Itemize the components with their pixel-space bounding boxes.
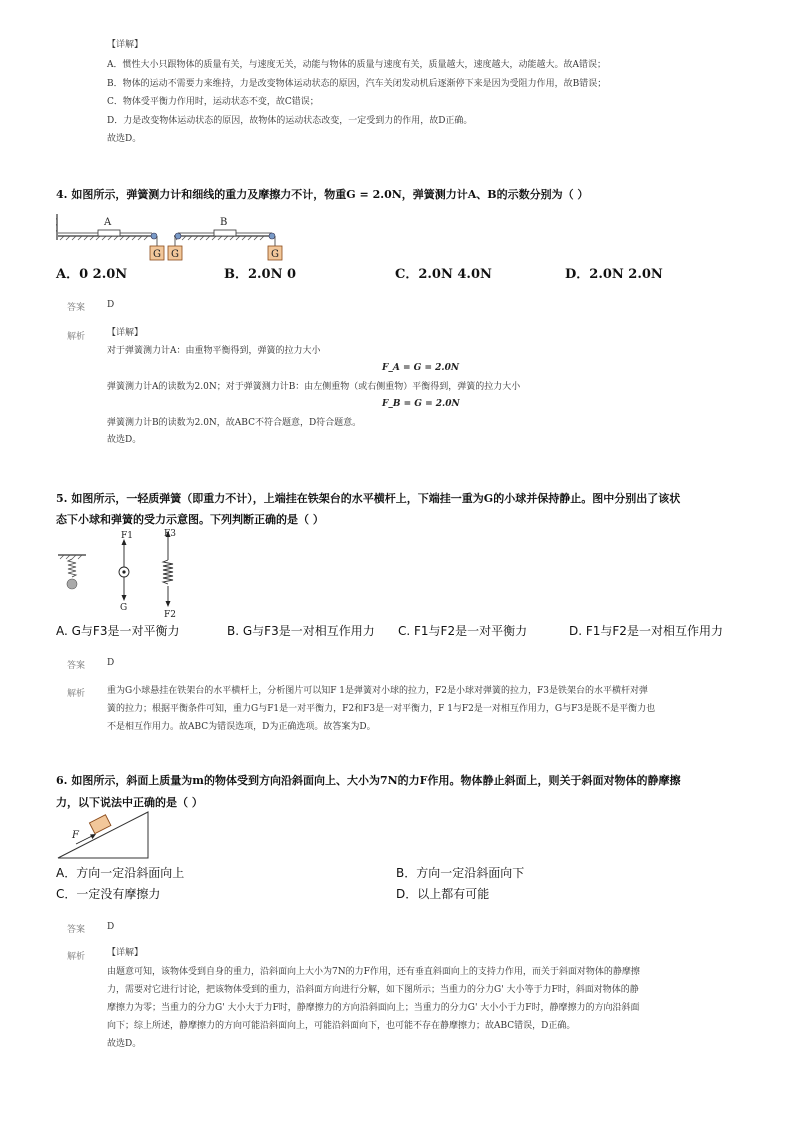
question-5-stem: 态下小球和弹簧的受力示意图。下列判断正确的是（ ）: [56, 513, 324, 526]
q6-option-c: C．一定没有摩擦力: [56, 887, 161, 901]
q6-answer: D: [107, 922, 115, 932]
q4-analysis-line: 弹簧测力计A的读数为2.0N；对于弹簧测力计B：由左侧重物（或右侧重物）平衡得到，弹簧的拉力大小: [107, 382, 521, 392]
q6-analysis-line: 故选D。: [107, 1039, 142, 1049]
q6-analysis-line: 由题意可知，该物体受到自身的重力，沿斜面向上大小为7N的力F作用，还有垂直斜面向上的支持力作用，而关于斜面对物体的静摩擦: [107, 967, 640, 977]
pulley-left: [151, 233, 157, 239]
force-f2-label: F2: [164, 610, 176, 618]
q4-option-d: D．2.0N 2.0N: [565, 267, 663, 282]
pulley-middle: [175, 233, 181, 239]
weight-label: G: [171, 249, 179, 260]
q5-option-b: B. G与F3是一对相互作用力: [227, 624, 375, 638]
q5-option-c: C. F1与F2是一对平衡力: [398, 624, 528, 638]
q4-analysis-label: 解析: [67, 332, 86, 342]
q6-incline-figure: [56, 810, 156, 862]
q6-option-b: B．方向一定沿斜面向下: [396, 866, 525, 880]
block-on-incline: [89, 815, 110, 834]
q4-spring-scale-figure: [56, 210, 286, 266]
force-f1-label: F1: [121, 531, 133, 541]
ceiling-hatch: [56, 214, 274, 240]
q4-detail-tag: 【详解】: [107, 328, 144, 338]
weight-label: G: [271, 249, 279, 260]
ball-force-diagram: [119, 531, 133, 613]
scale-a-label: A: [104, 217, 112, 228]
explanation-line: B．物体的运动不需要力来维持，力是改变物体运动状态的原因，汽车关闭发动机后逐渐停下来是因为受阻力作用，故B错误；: [107, 79, 607, 89]
explanation-line: 故选D。: [107, 134, 142, 144]
question-4-stem: 4. 如图所示，弹簧测力计和细线的重力及摩擦力不计，物重G = 2.0N，弹簧测力计A、B的示数分别为（ ）: [56, 188, 589, 201]
q6-analysis-line: 向下；综上所述，静摩擦力的方向可能沿斜面向上，可能沿斜面向下，也可能不存在静摩擦力；故ABC错误，D正确。: [107, 1021, 576, 1031]
q4-analysis-line: 弹簧测力计B的读数为2.0N，故ABC不符合题意，D符合题意。: [107, 418, 362, 428]
question-6-stem: 6. 如图所示，斜面上质量为m的物体受到方向沿斜面向上、大小为7N的力F作用。物体静止斜面上，则关于斜面对物体的静摩擦: [56, 774, 681, 787]
pulley-right: [269, 233, 275, 239]
force-f-label: F: [72, 830, 79, 841]
hanging-spring-ball: [58, 555, 86, 589]
q4-answer-label: 答案: [67, 303, 86, 313]
q6-detail-tag: 【详解】: [107, 948, 144, 958]
q5-analysis-line: 重为G小球悬挂在铁架台的水平横杆上，分析图片可以知F 1是弹簧对小球的拉力，F2是小球对弹簧的拉力，F3是铁架台的水平横杆对弹: [107, 686, 648, 696]
force-f3-label: F3: [164, 529, 176, 539]
question-6-stem: 力，以下说法中正确的是（ ）: [56, 796, 203, 809]
q4-equation-a: F_A = G = 2.0N: [382, 363, 460, 373]
detail-tag: 【详解】: [107, 40, 144, 50]
explanation-line: A．惯性大小只跟物体的质量有关，与速度无关，动能与物体的质量与速度有关，质量越大，速度越大，动能越大。故A错误；: [107, 60, 607, 70]
weight-label: G: [153, 249, 161, 260]
q4-option-a: A．0 2.0N: [56, 267, 128, 282]
q5-force-diagram: [56, 528, 196, 618]
q4-answer: D: [107, 300, 115, 310]
q5-option-d: D. F1与F2是一对相互作用力: [569, 624, 723, 638]
spring-scale-b: [214, 230, 236, 236]
q4-analysis-line: 故选D。: [107, 435, 142, 445]
q5-answer-label: 答案: [67, 661, 86, 671]
scale-b-label: B: [220, 217, 228, 228]
q5-analysis-line: 不是相互作用力。故ABC为错误选项，D为正确选项。故答案为D。: [107, 722, 376, 732]
q6-analysis-line: 摩擦力为零；当重力的分力G' 大小大于力F时，静摩擦力的方向沿斜面向上；当重力的分力G' 大小小于力F时，静摩擦力的方向沿斜面: [107, 1003, 640, 1013]
explanation-line: D．力是改变物体运动状态的原因，故物体的运动状态改变，一定受到力的作用，故D正确。: [107, 116, 473, 126]
q5-option-a: A. G与F3是一对平衡力: [56, 624, 180, 638]
q4-analysis-line: 对于弹簧测力计A：由重物平衡得到，弹簧的拉力大小: [107, 346, 321, 356]
spring-scale-a: [98, 230, 120, 236]
q6-answer-label: 答案: [67, 925, 86, 935]
q6-analysis-line: 力，需要对它进行讨论，把该物体受到的重力，沿斜面方向进行分解，如下图所示；当重力的分力G' 大小等于力F时，斜面对物体的静: [107, 985, 639, 995]
q4-option-c: C．2.0N 4.0N: [395, 267, 492, 282]
q4-option-b: B．2.0N 0: [224, 267, 297, 282]
q6-analysis-label: 解析: [67, 952, 86, 962]
q6-option-a: A．方向一定沿斜面向上: [56, 866, 185, 880]
question-5-stem: 5. 如图所示，一轻质弹簧（即重力不计），上端挂在铁架台的水平横杆上，下端挂一重为G的小球并保持静止。图中分别出了该状: [56, 492, 681, 505]
explanation-line: C．物体受平衡力作用时，运动状态不变，故C错误；: [107, 97, 319, 107]
q4-equation-b: F_B = G = 2.0N: [382, 399, 460, 409]
spring-force-diagram: [163, 529, 176, 618]
force-g-label: G: [120, 603, 128, 613]
q6-option-d: D．以上都有可能: [396, 887, 490, 901]
q5-analysis-label: 解析: [67, 689, 86, 699]
q5-answer: D: [107, 658, 115, 668]
q5-analysis-line: 簧的拉力；根据平衡条件可知，重力G与F1是一对平衡力，F2和F3是一对平衡力，F 1与F2是一对相互作用力，G与F3是既不是平衡力也: [107, 704, 656, 714]
